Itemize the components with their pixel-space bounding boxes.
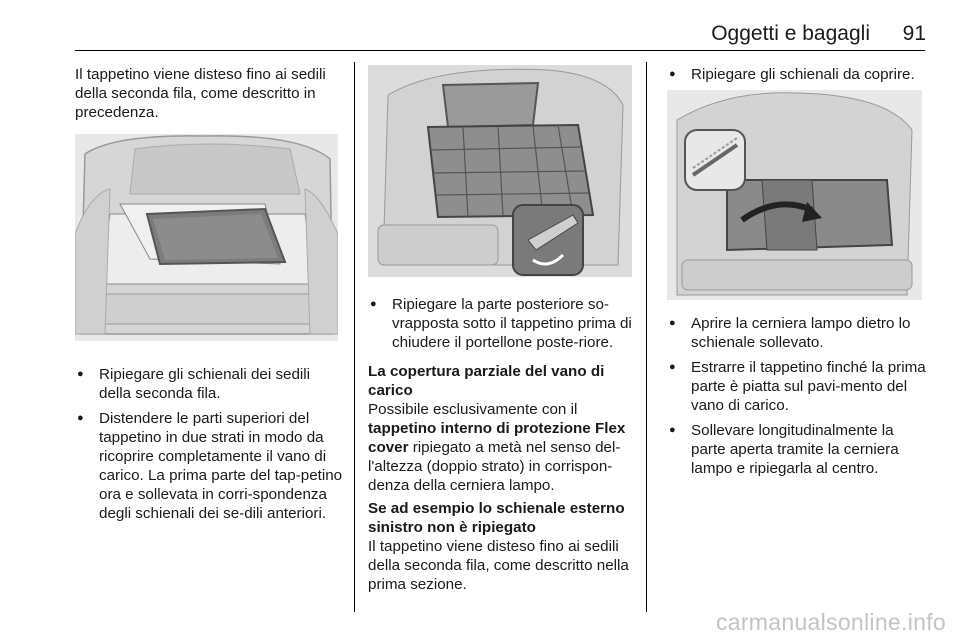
folded-mat-illustration <box>368 65 632 277</box>
section-heading: Se ad esempio lo schienale esterno sinistro non è ripiegato <box>368 500 625 536</box>
list-item: ● Ripiegare gli schienali da coprire. <box>667 65 932 84</box>
text-span: Possibile esclusivamente con il <box>368 401 578 418</box>
cargo-mat-figure-3 <box>667 90 922 300</box>
column-2 <box>368 65 638 594</box>
watermark: carmanualsonline.info <box>715 609 946 635</box>
bullet-list-1 <box>75 365 345 523</box>
column-1 <box>75 65 345 529</box>
list-item: ● Sollevare longitudinalmente la parte aperta tramite la cerniera lampo e ripiegarla al centro. <box>667 421 932 478</box>
section-paragraph <box>368 400 638 495</box>
section-left-seat <box>368 499 638 594</box>
section-partial-cover <box>368 362 638 495</box>
column-divider-1 <box>354 62 355 612</box>
car-boot-illustration <box>75 134 338 341</box>
cargo-mat-figure-1 <box>75 134 338 341</box>
bold-term: tappetino interno di protezione Flex cover <box>368 420 626 456</box>
section-title: Oggetti e bagagli <box>711 22 870 45</box>
bullet-list-3-top <box>667 65 932 84</box>
bullet-list-3 <box>667 314 932 478</box>
list-item: ● Ripiegare gli schienali dei sedili della seconda fila. <box>75 365 345 403</box>
list-item: ● Distendere le parti superiori del tappetino in due strati in modo da ricoprire completamente il vano di carico. La prima parte del tap-petino ora e sollevata in corri-spondenza degli schienali dei se-dili anteriori. <box>75 409 345 523</box>
section-heading: La copertura parziale del vano di carico <box>368 363 605 399</box>
list-item: ● Ripiegare la parte posteriore so-vrapposta sotto il tappetino prima di chiudere il portellone poste-riore. <box>368 295 638 352</box>
header-rule <box>75 50 925 51</box>
list-item: ● Estrarre il tappetino finché la prima parte è piatta sul pavi-mento del vano di carico. <box>667 358 932 415</box>
intro-paragraph: Il tappetino viene disteso fino ai sedili della seconda fila, come descritto in precedenza. <box>75 66 326 121</box>
column-3 <box>667 65 932 484</box>
zipper-fold-illustration <box>667 90 922 300</box>
list-item: ● Aprire la cerniera lampo dietro lo schienale sollevato. <box>667 314 932 352</box>
column-divider-2 <box>646 62 647 612</box>
bullet-list-2 <box>368 295 638 352</box>
section-paragraph: Il tappetino viene disteso fino ai sedili della seconda fila, come descritto nella prima sezione. <box>368 538 629 593</box>
text-span: ripiegato a metà nel senso del-l'altezza (doppio strato) in corrispon-denza della cerniera lampo. <box>368 439 621 494</box>
page-number: 91 <box>902 22 926 45</box>
cargo-mat-figure-2 <box>368 65 632 277</box>
